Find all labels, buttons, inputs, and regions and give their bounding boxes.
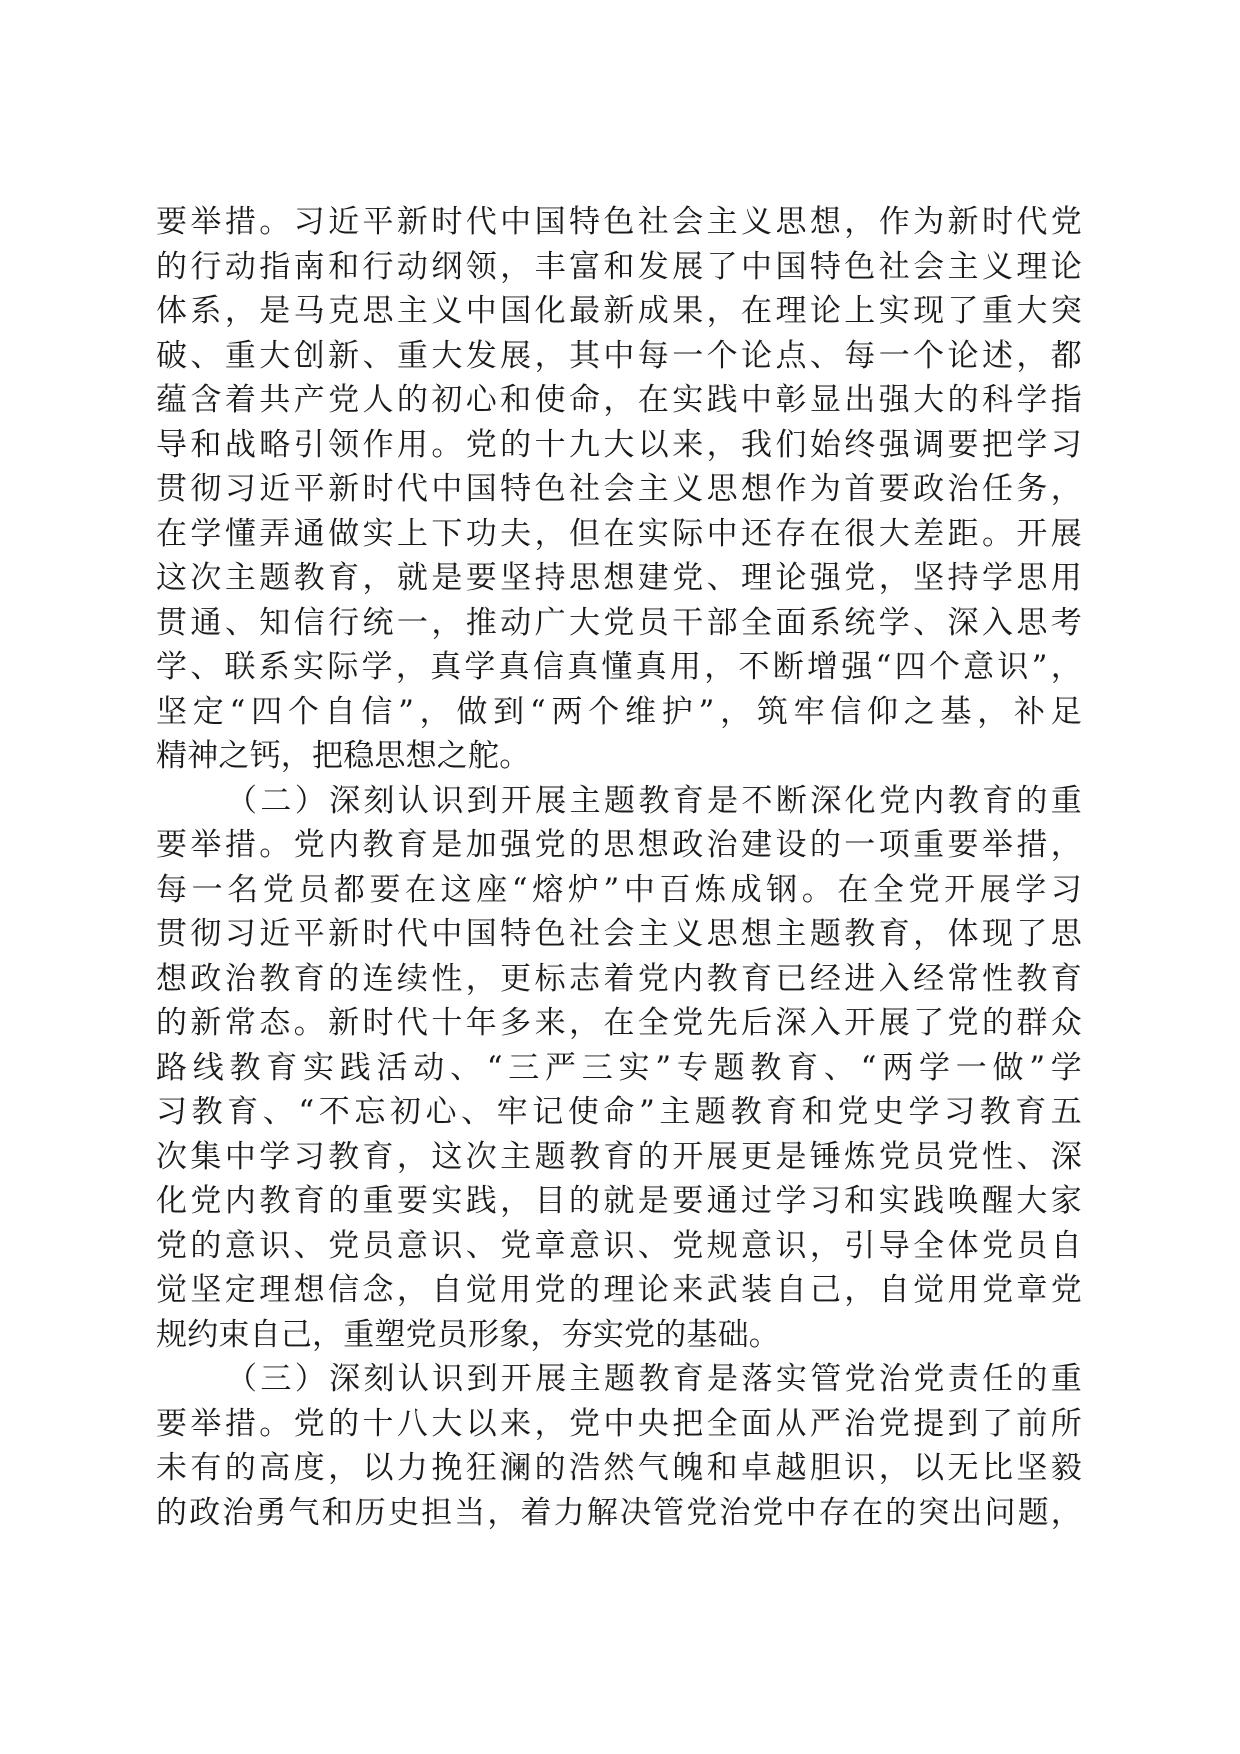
text-line: 在学懂弄通做实上下功夫，但在实际中还存在很大差距。开展 [156,515,1082,552]
paragraph-first-line: （三）深刻认识到开展主题教育是落实管党治党责任的重 [226,1361,1082,1397]
text-line: 要举措。习近平新时代中国特色社会主义思想，作为新时代党 [156,204,1082,240]
text-line: 破、重大创新、重大发展，其中每一个论点、每一个论述，都 [156,337,1082,374]
text-line: 路线教育实践活动、“三严三实”专题教育、“两学一做”学 [156,1049,1082,1086]
text-line: 贯彻习近平新时代中国特色社会主义思想作为首要政治任务， [156,471,1082,507]
text-line: 习教育、“不忘初心、牢记使命”主题教育和党史学习教育五 [156,1094,1082,1130]
body-text [156,200,1082,1535]
paragraph-first-line: （二）深刻认识到开展主题教育是不断深化党内教育的重 [226,782,1082,819]
text-line: 精神之钙，把稳思想之舵。 [156,738,531,774]
text-line: 要举措。党的十八大以来，党中央把全面从严治党提到了前所 [156,1405,1082,1442]
text-line: 的政治勇气和历史担当，着力解决管党治党中存在的突出问题， [156,1494,1082,1531]
text-line: 未有的高度，以力挽狂澜的浩然气魄和卓越胆识，以无比坚毅 [156,1450,1082,1486]
text-line: 导和战略引领作用。党的十九大以来，我们始终强调要把学习 [156,426,1082,463]
text-line: 贯通、知信行统一，推动广大党员干部全面系统学、深入思考 [156,604,1082,641]
text-line: 蕴含着共产党人的初心和使命，在实践中彰显出强大的科学指 [156,382,1082,418]
text-line: 每一名党员都要在这座“熔炉”中百炼成钢。在全党开展学习 [156,871,1082,908]
text-line: 觉坚定理想信念，自觉用党的理论来武装自己，自觉用党章党 [156,1272,1082,1308]
text-line: 化党内教育的重要实践，目的就是要通过学习和实践唤醒大家 [156,1183,1082,1219]
text-line: 的行动指南和行动纲领，丰富和发展了中国特色社会主义理论 [156,248,1082,285]
text-line: 学、联系实际学，真学真信真懂真用，不断增强“四个意识”， [156,649,1082,685]
text-line: 规约束自己，重塑党员形象，夯实党的基础。 [156,1316,780,1353]
text-line: 贯彻习近平新时代中国特色社会主义思想主题教育，体现了思 [156,916,1082,952]
text-line: 次集中学习教育，这次主题教育的开展更是锤炼党员党性、深 [156,1138,1082,1175]
text-line: 要举措。党内教育是加强党的思想政治建设的一项重要举措， [156,827,1082,863]
text-line: 坚定“四个自信”，做到“两个维护”，筑牢信仰之基，补足 [156,693,1082,730]
text-line: 的新常态。新时代十年多来，在全党先后深入开展了党的群众 [156,1005,1082,1041]
text-line: 这次主题教育，就是要坚持思想建党、理论强党，坚持学思用 [156,560,1082,596]
text-line: 党的意识、党员意识、党章意识、党规意识，引导全体党员自 [156,1227,1082,1264]
text-line: 体系，是马克思主义中国化最新成果，在理论上实现了重大突 [156,293,1082,329]
text-line: 想政治教育的连续性，更标志着党内教育已经进入经常性教育 [156,960,1082,997]
